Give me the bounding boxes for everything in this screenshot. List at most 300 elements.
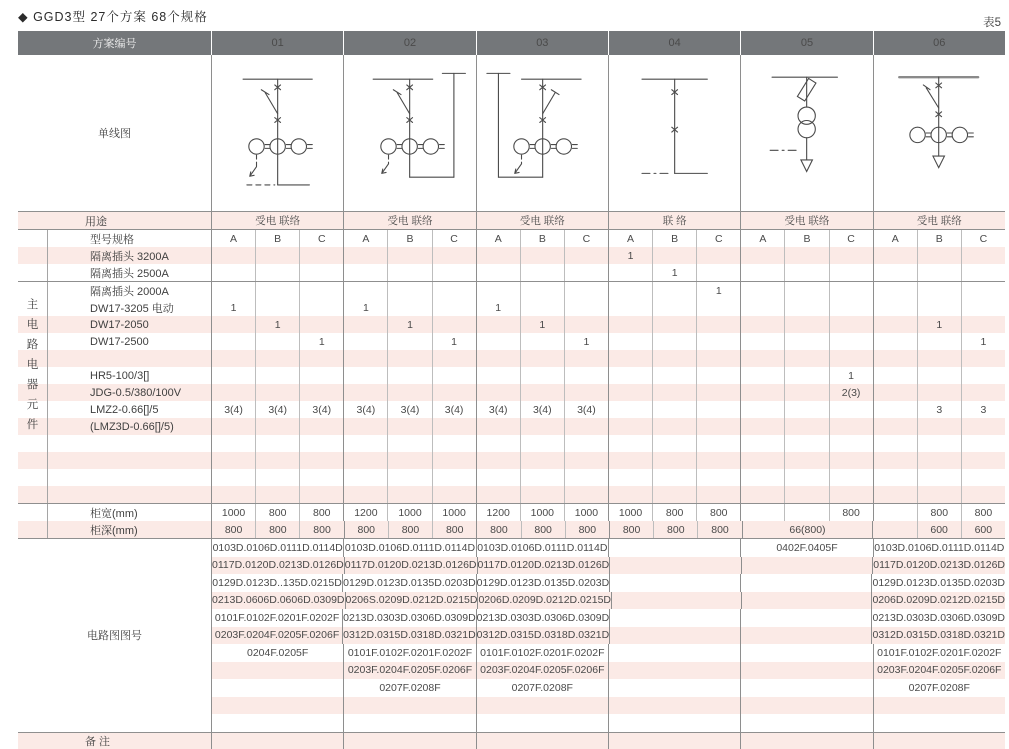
filler-cell — [917, 469, 961, 486]
component-qty-cell — [740, 401, 784, 418]
filler-row — [18, 435, 1005, 452]
spec-table — [18, 31, 1005, 749]
component-qty-cell: 1 — [520, 316, 564, 333]
filler-cell — [255, 486, 299, 503]
component-qty-cell — [873, 299, 917, 316]
row-label: DW17-2050 — [47, 316, 211, 333]
circuit-number-cell — [608, 679, 740, 697]
component-qty-cell — [829, 247, 873, 264]
component-qty-cell — [608, 264, 652, 281]
component-qty-cell — [255, 264, 299, 281]
circuit-number-cell: 0312D.0315D.0318D.0321D — [871, 627, 1005, 645]
table-body — [18, 212, 1005, 539]
component-qty-cell — [299, 418, 343, 435]
component-qty-cell — [476, 350, 520, 367]
component-qty-cell: 3(4) — [343, 401, 387, 418]
circuit-number-cell: 0129D.0123D..135D.0215D — [211, 574, 342, 592]
cabinet-width-cell: 800 — [652, 504, 696, 521]
filler-cell — [917, 435, 961, 452]
cabinet-width-cell: 1200 — [476, 504, 520, 521]
circuit-number-cell — [343, 714, 475, 732]
circuit-number-cell — [211, 697, 343, 715]
component-qty-cell — [343, 350, 387, 367]
cabinet-depth-row — [18, 521, 1005, 539]
component-qty-cell — [917, 350, 961, 367]
spec-header-row — [18, 230, 1005, 247]
component-qty-cell — [387, 247, 431, 264]
circuit-number-row — [211, 627, 1005, 645]
component-row — [18, 316, 1005, 333]
side-label-char: 件 — [26, 419, 39, 431]
component-qty-cell — [432, 367, 476, 384]
component-qty-cell — [829, 282, 873, 299]
filler-cell — [520, 486, 564, 503]
filler-cell — [873, 486, 917, 503]
component-qty-cell — [652, 299, 696, 316]
remark-cell — [476, 733, 608, 749]
page-title: ◆ GGD3型 27个方案 68个规格 — [18, 10, 208, 24]
component-qty-cell — [387, 333, 431, 350]
circuit-number-cell: 0101F.0102F.0201F.0202F — [873, 644, 1005, 662]
component-qty-cell: 1 — [211, 299, 255, 316]
row-label: 型号规格 — [47, 230, 211, 247]
component-qty-cell — [652, 282, 696, 299]
component-row — [18, 247, 1005, 264]
filler-cell — [255, 469, 299, 486]
component-qty-cell — [873, 333, 917, 350]
usage-cell: 受电 联络 — [476, 212, 608, 229]
cabinet-width-cell — [740, 504, 784, 521]
component-qty-cell — [696, 401, 740, 418]
circuit-number-cell — [343, 697, 475, 715]
component-qty-cell — [961, 316, 1005, 333]
filler-cell — [740, 469, 784, 486]
spec-subcol-header: A — [608, 230, 652, 247]
filler-cell — [520, 469, 564, 486]
component-qty-cell — [873, 418, 917, 435]
usage-cell: 受电 联络 — [211, 212, 343, 229]
component-qty-cell — [520, 247, 564, 264]
component-qty-cell — [211, 333, 255, 350]
component-qty-cell — [343, 282, 387, 299]
component-qty-cell — [608, 418, 652, 435]
spec-subcol-header: B — [784, 230, 828, 247]
component-qty-cell — [740, 264, 784, 281]
row-label: 隔离插头 2500A — [47, 264, 211, 281]
cabinet-depth-cell: 800 — [653, 521, 697, 538]
cabinet-depth-cell: 800 — [521, 521, 565, 538]
circuit-number-cell: 0117D.0120D.0213D.0126D — [211, 557, 344, 575]
circuit-number-cell: 0101F.0102F.0201F.0202F — [343, 644, 475, 662]
component-qty-cell: 3(4) — [255, 401, 299, 418]
circuit-number-row — [211, 679, 1005, 697]
component-qty-cell — [696, 367, 740, 384]
component-qty-cell — [917, 282, 961, 299]
component-qty-cell — [961, 418, 1005, 435]
remark-row — [18, 732, 1005, 749]
filler-cell — [520, 435, 564, 452]
component-qty-cell — [476, 384, 520, 401]
filler-cell — [829, 435, 873, 452]
filler-cell — [740, 435, 784, 452]
circuit-number-cell — [608, 662, 740, 680]
main-circuit-components-side-label — [18, 296, 47, 432]
circuit-number-cell — [476, 697, 608, 715]
diagram-row-label: 单线图 — [98, 128, 131, 140]
spec-subcol-header: C — [564, 230, 608, 247]
circuit-number-cell: 0206D.0209D.0212D.0215D — [871, 592, 1005, 610]
component-row — [18, 401, 1005, 418]
filler-cell — [211, 452, 255, 469]
cabinet-depth-cell: 800 — [255, 521, 299, 538]
filler-cell — [961, 486, 1005, 503]
circuit-number-cell — [741, 592, 871, 610]
component-row — [18, 384, 1005, 401]
component-qty-cell — [476, 264, 520, 281]
filler-cell — [564, 452, 608, 469]
component-qty-cell — [696, 247, 740, 264]
circuit-number-cell: 0101F.0102F.0201F.0202F — [211, 609, 342, 627]
component-qty-cell — [917, 247, 961, 264]
filler-cell — [608, 469, 652, 486]
circuit-number-cell — [211, 662, 343, 680]
filler-cell — [299, 452, 343, 469]
circuit-number-cell — [873, 714, 1005, 732]
filler-cell — [608, 435, 652, 452]
component-qty-cell — [432, 316, 476, 333]
circuit-number-cell: 0103D.0106D.0111D.0114D — [343, 539, 475, 557]
component-qty-cell — [608, 333, 652, 350]
component-qty-cell — [961, 299, 1005, 316]
filler-cell — [343, 469, 387, 486]
component-qty-cell — [432, 350, 476, 367]
component-qty-cell — [608, 299, 652, 316]
circuit-number-cell — [608, 644, 740, 662]
row-label — [47, 452, 211, 469]
component-qty-cell — [608, 282, 652, 299]
scheme-number: 04 — [608, 31, 740, 55]
filler-cell — [343, 486, 387, 503]
filler-cell — [432, 435, 476, 452]
component-qty-cell — [432, 264, 476, 281]
component-qty-cell — [387, 367, 431, 384]
filler-cell — [255, 435, 299, 452]
row-label — [47, 469, 211, 486]
component-qty-cell — [520, 282, 564, 299]
component-qty-cell — [784, 299, 828, 316]
component-qty-cell — [696, 299, 740, 316]
circuit-number-cell: 0213D.0303D.0306D.0309D — [871, 609, 1005, 627]
component-qty-cell — [917, 264, 961, 281]
component-qty-cell — [520, 333, 564, 350]
component-qty-cell — [740, 333, 784, 350]
component-qty-cell — [387, 282, 431, 299]
side-spacer — [18, 452, 47, 469]
component-qty-cell: 3(4) — [520, 401, 564, 418]
cabinet-width-cell: 800 — [696, 504, 740, 521]
diagram-scheme-02 — [343, 55, 475, 211]
filler-cell — [564, 435, 608, 452]
component-qty-cell — [784, 247, 828, 264]
component-qty-cell: 1 — [829, 367, 873, 384]
circuit-number-cell: 0312D.0315D.0318D.0321D — [342, 627, 476, 645]
component-qty-cell — [211, 282, 255, 299]
circuit-number-cell — [740, 609, 871, 627]
component-qty-cell: 1 — [564, 333, 608, 350]
filler-row — [18, 486, 1005, 503]
filler-cell — [211, 469, 255, 486]
filler-cell — [829, 452, 873, 469]
diagram-scheme-05 — [740, 55, 872, 211]
filler-cell — [829, 469, 873, 486]
spec-subcol-header: A — [211, 230, 255, 247]
component-qty-cell: 1 — [387, 316, 431, 333]
filler-cell — [476, 469, 520, 486]
filler-cell — [740, 486, 784, 503]
diagram-scheme-01 — [211, 55, 343, 211]
row-label: (LMZ3D-0.66[]/5) — [47, 418, 211, 435]
component-qty-cell — [829, 350, 873, 367]
circuit-number-cell — [476, 714, 608, 732]
cabinet-width-cell: 800 — [917, 504, 961, 521]
cabinet-width-cell: 800 — [829, 504, 873, 521]
component-qty-cell — [476, 367, 520, 384]
spec-subcol-header: B — [917, 230, 961, 247]
remark-label: 备 注 — [85, 736, 111, 748]
circuit-number-cell: 0103D.0106D.0111D.0114D — [211, 539, 343, 557]
component-qty-cell — [432, 418, 476, 435]
cabinet-width-cell: 1000 — [211, 504, 255, 521]
cabinet-width-cell: 800 — [299, 504, 343, 521]
component-qty-cell — [696, 333, 740, 350]
remark-cell — [211, 733, 343, 749]
component-qty-cell — [299, 299, 343, 316]
component-qty-cell — [917, 333, 961, 350]
component-qty-cell — [255, 282, 299, 299]
spec-subcol-header: B — [387, 230, 431, 247]
filler-cell — [608, 452, 652, 469]
filler-cell — [784, 486, 828, 503]
component-qty-cell — [343, 367, 387, 384]
component-qty-cell — [255, 418, 299, 435]
side-spacer — [18, 486, 47, 503]
spec-subcol-header: C — [961, 230, 1005, 247]
component-qty-cell — [211, 350, 255, 367]
component-qty-cell — [873, 367, 917, 384]
row-label: HR5-100/3[] — [47, 367, 211, 384]
side-spacer — [18, 264, 47, 281]
circuit-number-cell — [741, 557, 873, 575]
component-qty-cell — [255, 247, 299, 264]
component-qty-cell — [343, 264, 387, 281]
filler-cell — [961, 435, 1005, 452]
component-qty-cell: 3(4) — [387, 401, 431, 418]
cabinet-depth-cell: 800 — [565, 521, 609, 538]
circuit-number-cell — [611, 592, 741, 610]
component-qty-cell — [211, 418, 255, 435]
circuit-number-cell: 0129D.0123D.0135D.0203D — [871, 574, 1005, 592]
component-qty-cell — [255, 333, 299, 350]
component-qty-cell — [564, 418, 608, 435]
circuit-number-cell — [873, 697, 1005, 715]
side-label-char: 电 — [26, 359, 39, 371]
circuit-number-cell: 0129D.0123D.0135D.0203D — [342, 574, 476, 592]
component-qty-cell — [740, 384, 784, 401]
circuit-number-cell: 0129D.0123D.0135D.0203D — [476, 574, 610, 592]
cabinet-depth-cell: 800 — [697, 521, 741, 538]
circuit-number-section — [18, 539, 1005, 732]
component-qty-cell: 3(4) — [432, 401, 476, 418]
diagram-scheme-06 — [873, 55, 1005, 211]
circuit-number-cell: 0312D.0315D.0318D.0321D — [476, 627, 610, 645]
filler-cell — [299, 435, 343, 452]
circuit-number-cell — [740, 679, 872, 697]
component-qty-cell — [696, 384, 740, 401]
component-qty-cell — [652, 247, 696, 264]
component-qty-cell — [784, 418, 828, 435]
component-qty-cell — [299, 367, 343, 384]
component-qty-cell — [387, 264, 431, 281]
component-qty-cell — [740, 247, 784, 264]
component-qty-cell — [652, 418, 696, 435]
component-qty-cell — [564, 350, 608, 367]
component-qty-cell — [961, 367, 1005, 384]
component-qty-cell — [520, 264, 564, 281]
cabinet-width-cell: 1000 — [520, 504, 564, 521]
spec-subcol-header: B — [520, 230, 564, 247]
filler-cell — [476, 452, 520, 469]
filler-cell — [432, 452, 476, 469]
circuit-number-cell — [609, 627, 740, 645]
component-qty-cell — [696, 264, 740, 281]
incoming-breaker-3ct-right-tie-diagram — [344, 58, 475, 208]
circuit-number-cell: 0206D.0209D.0212D.0215D — [477, 592, 611, 610]
component-qty-cell — [696, 350, 740, 367]
component-qty-cell — [873, 282, 917, 299]
row-label: 隔离插头 3200A — [47, 247, 211, 264]
spec-subcol-header: A — [873, 230, 917, 247]
circuit-number-cell: 0207F.0208F — [873, 679, 1005, 697]
component-qty-cell — [387, 350, 431, 367]
component-qty-cell — [564, 264, 608, 281]
component-qty-cell — [740, 418, 784, 435]
filler-cell — [696, 452, 740, 469]
component-qty-cell: 1 — [961, 333, 1005, 350]
component-qty-cell — [432, 299, 476, 316]
circuit-number-cell — [609, 574, 740, 592]
filler-cell — [343, 452, 387, 469]
filler-cell — [784, 435, 828, 452]
component-qty-cell — [652, 367, 696, 384]
cabinet-width-cell: 800 — [255, 504, 299, 521]
component-qty-cell — [873, 350, 917, 367]
circuit-number-row — [211, 714, 1005, 732]
component-qty-cell — [343, 333, 387, 350]
cabinet-width-cell — [784, 504, 828, 521]
component-qty-cell: 1 — [917, 316, 961, 333]
component-row — [18, 333, 1005, 350]
circuit-number-cell — [740, 697, 872, 715]
component-qty-cell — [211, 367, 255, 384]
component-qty-cell — [917, 418, 961, 435]
filler-row — [18, 452, 1005, 469]
filler-cell — [387, 435, 431, 452]
circuit-number-row — [211, 539, 1005, 557]
component-qty-cell — [255, 367, 299, 384]
component-qty-cell — [873, 247, 917, 264]
component-row — [18, 299, 1005, 316]
filler-cell — [696, 435, 740, 452]
circuit-number-cell — [609, 609, 740, 627]
component-qty-cell — [564, 384, 608, 401]
component-qty-cell — [784, 316, 828, 333]
cabinet-width-cell: 1200 — [343, 504, 387, 521]
circuit-number-cell — [740, 574, 871, 592]
component-qty-cell — [299, 282, 343, 299]
spec-subcol-header: B — [652, 230, 696, 247]
component-qty-cell — [961, 264, 1005, 281]
single-line-diagram-row — [18, 55, 1005, 212]
filler-cell — [299, 469, 343, 486]
cabinet-depth-cell: 800 — [211, 521, 255, 538]
component-qty-cell — [917, 384, 961, 401]
cabinet-depth-cell: 800 — [609, 521, 653, 538]
side-spacer — [18, 469, 47, 486]
component-qty-cell — [784, 401, 828, 418]
cabinet-depth-cell: 800 — [299, 521, 343, 538]
circuit-number-rows — [211, 539, 1005, 732]
component-qty-cell — [784, 350, 828, 367]
component-qty-cell — [255, 350, 299, 367]
spec-subcol-header: C — [829, 230, 873, 247]
component-qty-cell — [387, 418, 431, 435]
side-label-char: 主 — [26, 299, 39, 311]
component-qty-cell — [608, 316, 652, 333]
component-qty-cell — [873, 401, 917, 418]
circuit-number-cell — [740, 644, 872, 662]
component-qty-cell: 1 — [608, 247, 652, 264]
filler-cell — [211, 435, 255, 452]
table-ref: 表5 — [983, 17, 1001, 29]
component-qty-cell — [299, 384, 343, 401]
component-qty-cell — [740, 316, 784, 333]
cabinet-width-cell: 1000 — [432, 504, 476, 521]
incoming-breaker-3ct-dashed-left-diagram — [212, 58, 343, 208]
table-header-row — [18, 31, 1005, 55]
circuit-number-cell — [211, 714, 343, 732]
cabinet-depth-cell: 66(800) — [742, 521, 873, 538]
circuit-number-cell — [609, 557, 741, 575]
circuit-number-row — [211, 644, 1005, 662]
remark-cell — [873, 733, 1005, 749]
component-qty-cell — [829, 333, 873, 350]
side-label-char: 元 — [26, 399, 39, 411]
filler-cell — [784, 452, 828, 469]
usage-label: 用途 — [85, 215, 107, 228]
component-qty-cell: 1 — [432, 333, 476, 350]
cabinet-depth-cell — [872, 521, 916, 538]
circuit-number-cell: 0103D.0106D.0111D.0114D — [873, 539, 1005, 557]
component-qty-cell — [696, 316, 740, 333]
circuit-number-cell: 0213D.0303D.0306D.0309D — [342, 609, 476, 627]
component-qty-cell — [564, 299, 608, 316]
side-spacer — [18, 247, 47, 264]
filler-cell — [917, 486, 961, 503]
side-spacer — [18, 435, 47, 452]
component-qty-cell: 3(4) — [564, 401, 608, 418]
circuit-number-row — [211, 557, 1005, 575]
component-qty-cell — [255, 299, 299, 316]
